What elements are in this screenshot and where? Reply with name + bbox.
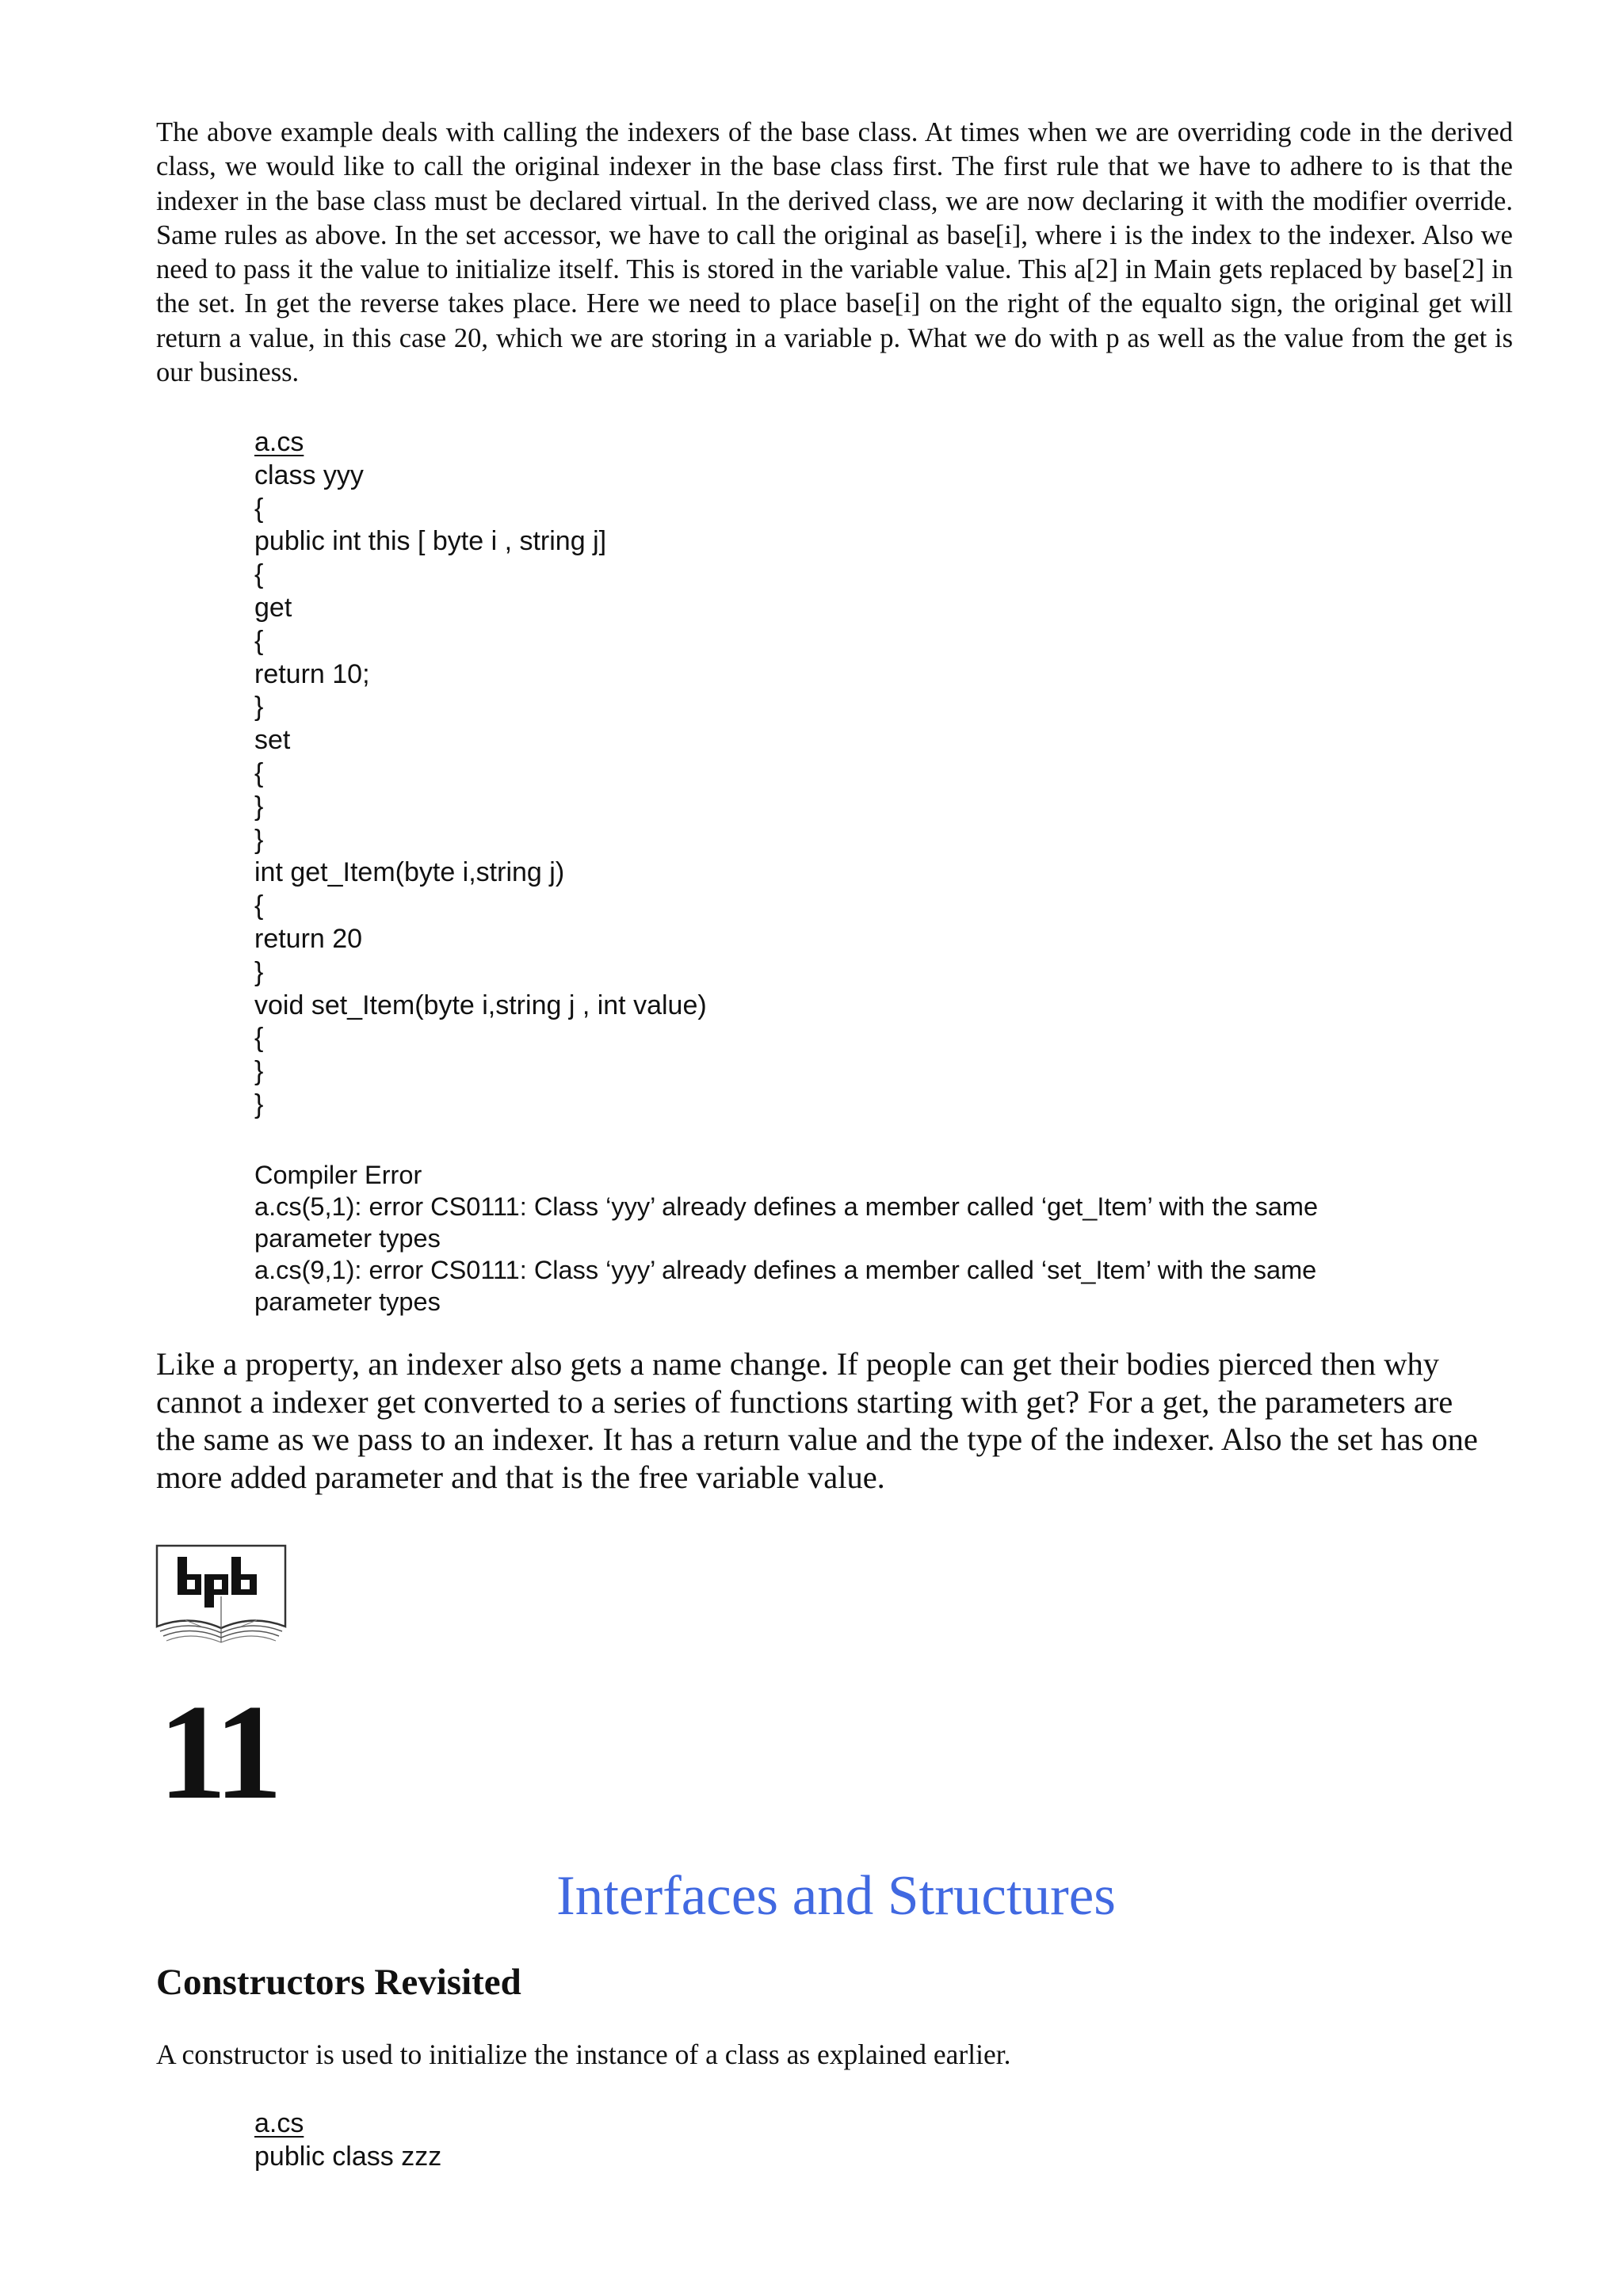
code-filename: a.cs [254, 427, 304, 457]
code-line: { [254, 757, 264, 788]
code-line: } [254, 1089, 264, 1119]
code-line: } [254, 692, 264, 723]
code-line: } [254, 956, 264, 987]
code-line: public class zzz [254, 2141, 442, 2172]
code-line: { [254, 891, 264, 921]
code-line: public int this [ byte i , string j] [254, 526, 607, 557]
code-line: return 10; [254, 658, 370, 689]
property-paragraph: Like a property, an indexer also gets a name change. If people can get their bodies pierced then why cannot a indexer get converted to a series of functions starting with get? For a get, the parameters are the same as we pass to an indexer. It has a return value and the type of the indexer. Also the set has one more added parameter and that is the free variable value. [156, 1346, 1478, 1495]
code-line: { [254, 625, 264, 656]
chapter-number: 11 [158, 1677, 278, 1828]
code-line: void set_Item(byte i,string j , int value) [254, 990, 707, 1020]
code-line: } [254, 824, 264, 855]
code-line: } [254, 791, 264, 822]
chapter-title: Interfaces and Structures [556, 1865, 1116, 1927]
code-example-2 [254, 2107, 441, 2174]
section-paragraph: A constructor is used to initialize the instance of a class as explained earlier. [156, 2039, 1011, 2070]
compiler-error-line: a.cs(9,1): error CS0111: Class ‘yyy’ already defines a member called ‘set_Item’ with the same [254, 1256, 1317, 1284]
compiler-error-block [254, 1159, 1443, 1318]
code-filename: a.cs [254, 2108, 304, 2138]
compiler-error-line: parameter types [254, 1224, 441, 1253]
compiler-error-line: parameter types [254, 1287, 441, 1316]
section-heading: Constructors Revisited [156, 1962, 521, 2003]
code-line: int get_Item(byte i,string j) [254, 857, 565, 888]
code-line: get [254, 592, 292, 623]
code-example-1 [254, 426, 707, 1122]
intro-paragraph: The above example deals with calling the indexers of the base class. At times when we are overriding code in the derived class, we would like to call the original indexer in the base class first. The first rule that we have to adhere to is that the indexer in the base class must be declared virtual. In the derived class, we are now declaring it with the modifier override. Same rules as above. In the set accessor, we have to call the original as base[i], where i is the index to the indexer. Also we need to pass it the value to initialize itself. This is stored in the variable value. This a[2] in Main gets replaced by base[2] in the set. In get the reverse takes place. Here we need to place base[i] on the right of the equalto sign, the original get will return a value, in this case 20, which we are storing in a variable p. What we do with p as well as the value from the get is our business. [156, 117, 1513, 388]
code-line: { [254, 1023, 264, 1054]
compiler-error-line: a.cs(5,1): error CS0111: Class ‘yyy’ already defines a member called ‘get_Item’ with the same [254, 1192, 1319, 1221]
code-line: class yyy [254, 460, 364, 490]
code-line: { [254, 493, 264, 524]
compiler-error-heading: Compiler Error [254, 1161, 422, 1189]
code-line: } [254, 1056, 264, 1087]
code-line: set [254, 725, 291, 756]
bpb-publisher-logo-icon [154, 1541, 288, 1644]
code-line: { [254, 559, 264, 590]
code-line: return 20 [254, 923, 363, 954]
